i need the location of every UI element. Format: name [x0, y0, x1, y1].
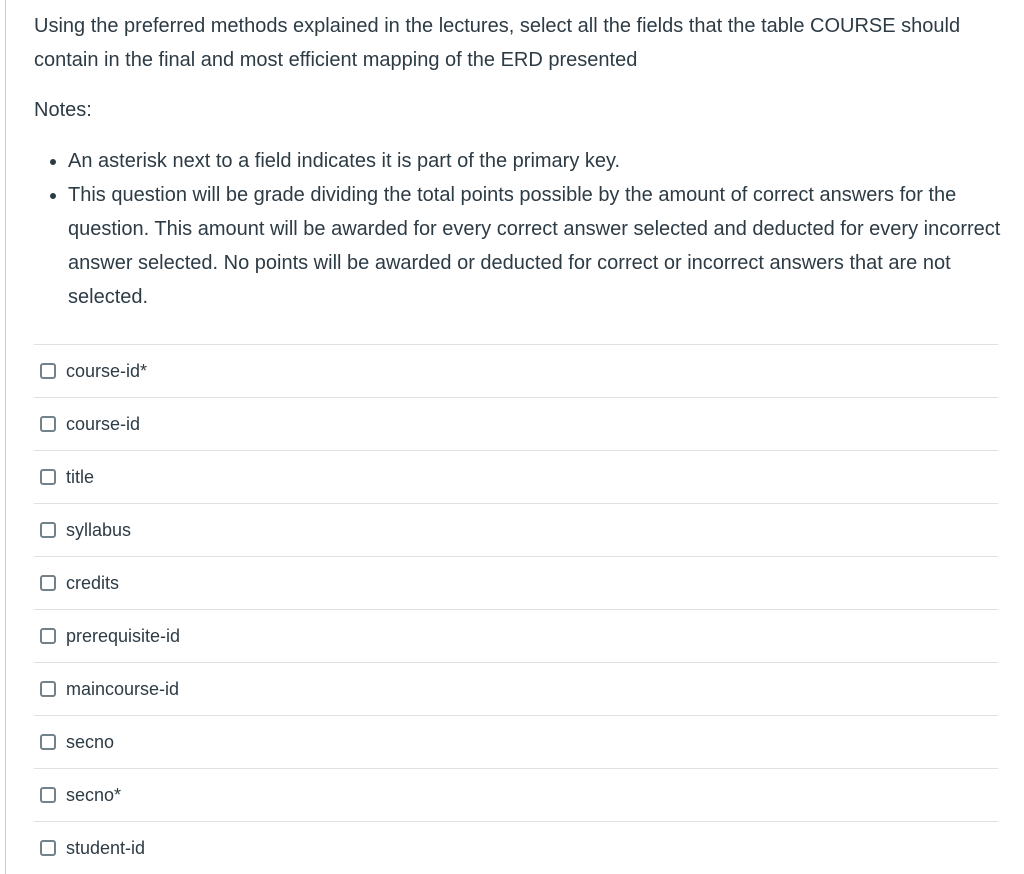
checkbox[interactable]: [40, 575, 56, 591]
answer-option-credits[interactable]: [34, 557, 998, 610]
note-item: • This question will be grade dividing the total points possible by the amount of correct answers for the question. This amount will be awarded for every correct answer selected and deducted for every incorrect answer selected. No points will be awarded or deducted for correct or incorrect answers that are not selected.: [68, 178, 1004, 314]
answer-label: secno*: [66, 784, 122, 805]
checkbox[interactable]: [40, 469, 56, 485]
answer-label: prerequisite-id: [66, 625, 181, 646]
answer-label: secno: [66, 731, 115, 752]
answer-option-student-id[interactable]: [34, 822, 998, 874]
answer-label: title: [66, 466, 95, 487]
answer-option-prerequisite-id[interactable]: [34, 610, 998, 663]
answer-option-title[interactable]: [34, 451, 998, 504]
notes-label: Notes:: [34, 99, 92, 121]
answer-list: [34, 344, 998, 874]
checkbox[interactable]: [40, 522, 56, 538]
answer-option-maincourse-id[interactable]: [34, 663, 998, 716]
notes-list: [34, 144, 1004, 314]
answer-label: course-id: [66, 413, 141, 434]
checkbox[interactable]: [40, 787, 56, 803]
answer-option-secno[interactable]: [34, 716, 998, 769]
left-border: [5, 0, 6, 874]
question-prompt: Using the preferred methods explained in the lectures, select all the fields that the table COURSE should contain in the final and most efficient mapping of the ERD presented: [34, 15, 961, 71]
checkbox[interactable]: [40, 363, 56, 379]
answer-label: maincourse-id: [66, 678, 180, 699]
checkbox[interactable]: [40, 416, 56, 432]
answer-option-course-id[interactable]: [34, 398, 998, 451]
answer-label: course-id*: [66, 360, 148, 381]
answer-label: credits: [66, 572, 120, 593]
answer-label: syllabus: [66, 519, 132, 540]
note-item: • An asterisk next to a field indicates it is part of the primary key.: [68, 144, 1004, 178]
answer-option-course-id-pk[interactable]: [34, 345, 998, 398]
answer-option-secno-pk[interactable]: [34, 769, 998, 822]
answer-option-syllabus[interactable]: [34, 504, 998, 557]
checkbox[interactable]: [40, 628, 56, 644]
checkbox[interactable]: [40, 840, 56, 856]
question-body: [34, 9, 1004, 314]
checkbox[interactable]: [40, 681, 56, 697]
checkbox[interactable]: [40, 734, 56, 750]
answer-label: student-id: [66, 837, 146, 858]
